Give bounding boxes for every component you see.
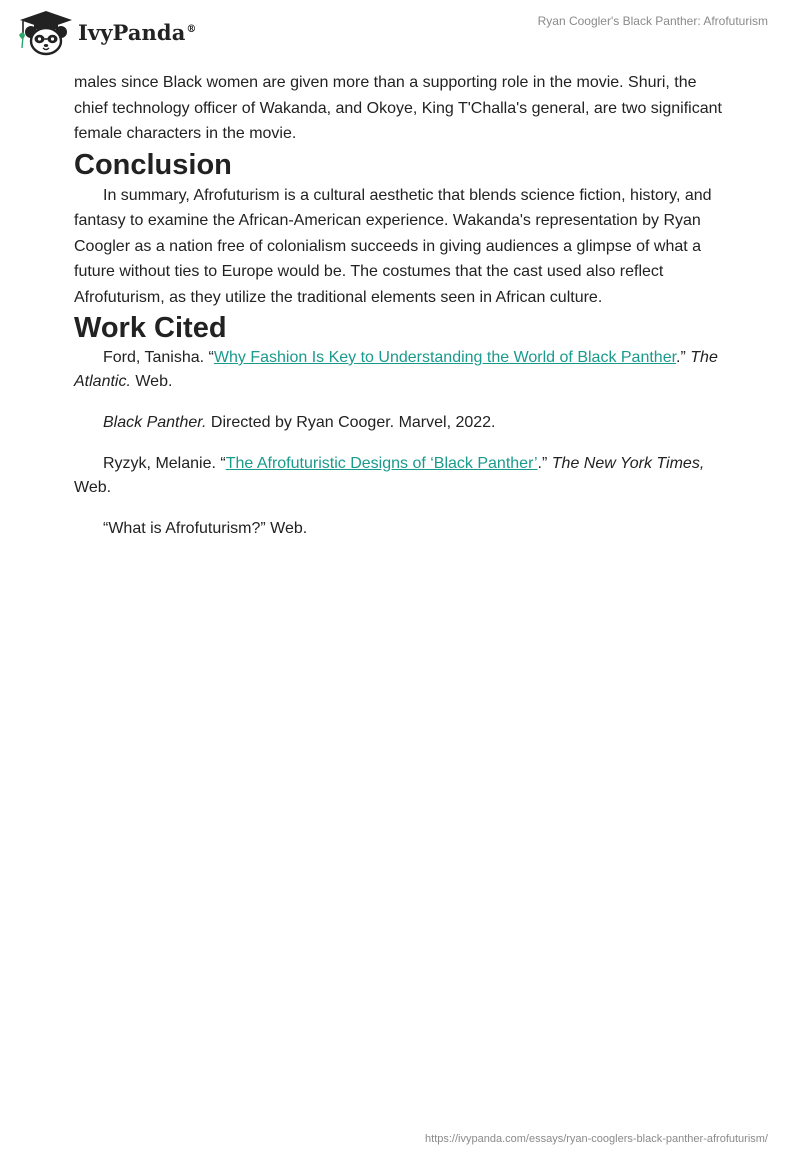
citation-black-panther-film: Black Panther. Directed by Ryan Cooger. Marvel, 2022. [103, 414, 496, 431]
conclusion-heading: Conclusion [74, 148, 232, 181]
citation-link-afrofuturistic-designs[interactable]: The Afrofuturistic Designs of ‘Black Panther’ [225, 455, 538, 472]
continuation-paragraph: males since Black women are given more than a supporting role in the movie. Shuri, the chief technology officer of Wakanda, and Okoye, King T'Challa's general, are two significant female characters in the movie. [74, 74, 722, 142]
citation-ford: Ford, Tanisha. “Why Fashion Is Key to Understanding the World of Black Panther.” The Atlantic. Web. [74, 349, 718, 390]
film-title: Black Panther. [103, 414, 207, 431]
logo-wordmark: IvyPanda® [78, 19, 197, 45]
citation-what-is-afrofuturism: “What is Afrofuturism?” Web. [103, 520, 308, 537]
source-title: The New York Times, [551, 455, 705, 472]
citation-link-fashion-black-panther[interactable]: Why Fashion Is Key to Understanding the World of Black Panther [213, 349, 677, 366]
conclusion-paragraph: In summary, Afrofuturism is a cultural aesthetic that blends science fiction, history, and fantasy to examine the African-American experience. Wakanda's representation by Ryan Coogler as a nation free of colonialism succeeds in giving audiences a glimpse of what a future without ties to Europe would be. The costumes that the cast used also reflect Afrofuturism, as they utilize the traditional elements seen in African culture. [74, 186, 712, 306]
works-cited-heading: Work Cited [74, 312, 227, 344]
ivypanda-logo[interactable] [14, 8, 197, 56]
document-title: Ryan Coogler's Black Panther: Afrofuturism [537, 14, 768, 28]
source-title: The Atlantic. [74, 349, 718, 390]
essay-body [74, 70, 729, 558]
source-url: https://ivypanda.com/essays/ryan-cooglers-black-panther-afrofuturism/ [425, 1133, 768, 1145]
panda-graduate-icon [14, 8, 74, 56]
citation-ryzyk: Ryzyk, Melanie. “The Afrofuturistic Designs of ‘Black Panther’.” The New York Times, Web. [74, 455, 705, 496]
registered-mark: ® [186, 23, 197, 35]
page-header [0, 0, 800, 62]
